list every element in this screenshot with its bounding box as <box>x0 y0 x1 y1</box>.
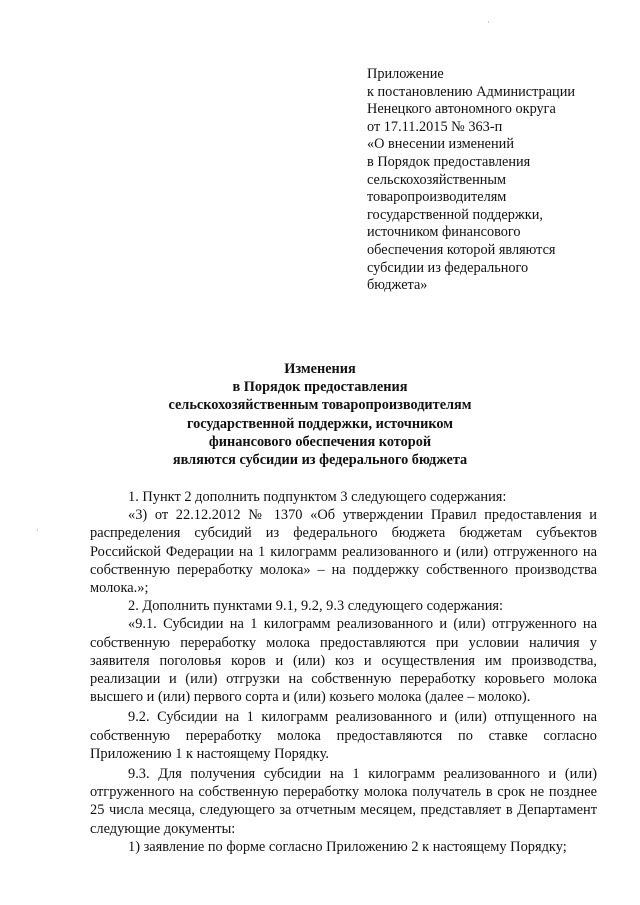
annex-line: обеспечения которой являются <box>367 241 556 258</box>
title-line: Изменения <box>284 361 356 377</box>
scan-mark: · <box>36 526 39 536</box>
body-paragraph: 1) заявление по форме согласно Приложению 2 к настоящему Порядку; <box>128 838 567 855</box>
annex-line: субсидии из федерального <box>367 259 529 276</box>
document-title <box>90 360 550 469</box>
title-line: в Порядок предоставления <box>232 379 408 396</box>
annex-line: Ненецкого автономного округа <box>367 101 556 118</box>
annex-line: сельскохозяйственным <box>367 171 507 188</box>
annex-line: в Порядок предоставления <box>367 153 531 170</box>
body-paragraph: «3) от 22.12.2012 № 1370 «Об утверждении Правил предоставления и распределения субсидий из федерального бюджета бюджетам субъектов Российской Федерации на 1 килограмм реализованного и (или) отгруженного на собственную переработку молока» – на поддержку собственного производства молока.»; <box>90 507 597 597</box>
body-paragraph: «9.1. Субсидии на 1 килограмм реализованного и (или) отгруженного на собственную переработку молока предоставляются при условии наличия у заявителя поголовья коров и (или) коз и осуществления им производства, реализации и (или) отгрузки на собственную переработку коровьего молока высшего и (или) первого сорта и (или) козьего молока (далее – молоко). <box>90 616 597 706</box>
body-paragraph: 9.3. Для получения субсидии на 1 килограмм реализованного и (или) отгруженного на собственную переработку молока получатель в срок не позднее 25 числа месяца, следующего за отчетным месяцем, представляет в Департамент следующие документы: <box>90 766 597 837</box>
annex-line: государственной поддержки, <box>367 206 543 223</box>
title-line: сельскохозяйственным товаропроизводителям <box>168 397 472 414</box>
title-line: являются субсидии из федерального бюджета <box>172 452 468 469</box>
annex-header <box>367 66 622 295</box>
title-line: государственной поддержки, источником <box>186 415 453 432</box>
body-paragraph: 2. Дополнить пунктами 9.1, 9.2, 9.3 следующего содержания: <box>128 598 504 615</box>
annex-line: бюджета» <box>367 277 428 294</box>
annex-line: к постановлению Администрации <box>367 83 576 100</box>
document-body <box>90 488 597 856</box>
body-paragraph: 9.2. Субсидии на 1 килограмм реализованного и (или) отпущенного на собственную переработку молока предоставляются по ставке согласно Приложению 1 к настоящему Порядку. <box>90 709 597 762</box>
annex-line: «О внесении изменений <box>367 136 514 153</box>
body-paragraph: 1. Пункт 2 дополнить подпунктом 3 следующего содержания: <box>128 489 507 505</box>
annex-line: от 17.11.2015 № 363-п <box>367 118 503 135</box>
annex-line: Приложение <box>367 66 444 82</box>
title-line: финансового обеспечения которой <box>208 433 432 450</box>
annex-line: источником финансового <box>367 224 521 241</box>
scan-mark: · <box>487 18 490 28</box>
annex-line: товаропроизводителям <box>367 189 507 206</box>
